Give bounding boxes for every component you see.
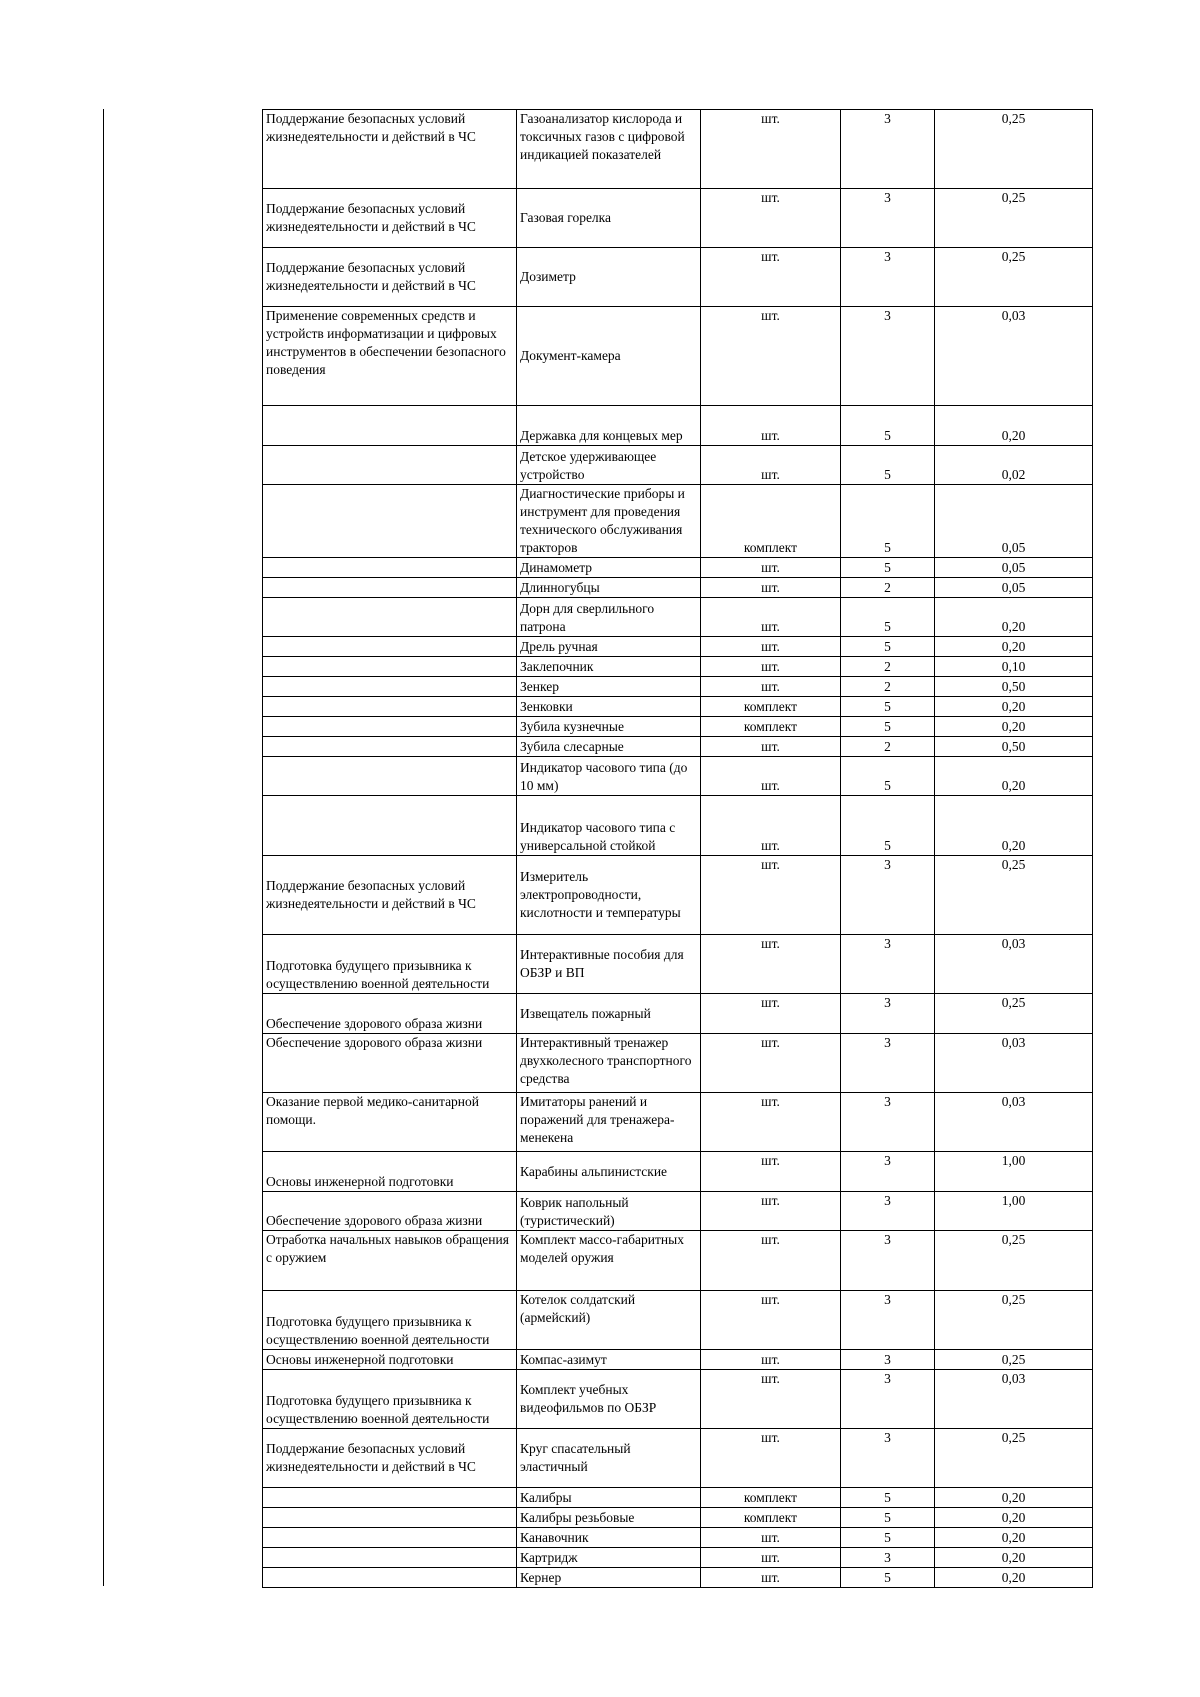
- margin-rule: [103, 109, 104, 1586]
- item-name-cell: Измеритель электропроводности, кислотности и температуры: [517, 856, 701, 935]
- unit-cell: шт.: [701, 1231, 841, 1291]
- coefficient-cell: 0,20: [935, 1488, 1093, 1508]
- quantity-cell: 5: [841, 697, 935, 717]
- unit-cell: шт.: [701, 657, 841, 677]
- quantity-cell: 5: [841, 558, 935, 578]
- section-cell: Поддержание безопасных условий жизнедеятельности и действий в ЧС: [263, 248, 517, 307]
- quantity-cell: 3: [841, 1429, 935, 1488]
- table-row: [263, 697, 1093, 717]
- section-cell: Поддержание безопасных условий жизнедеятельности и действий в ЧС: [263, 1429, 517, 1488]
- coefficient-cell: 1,00: [935, 1192, 1093, 1231]
- table-row: [263, 677, 1093, 697]
- quantity-cell: 3: [841, 1291, 935, 1350]
- coefficient-cell: 0,20: [935, 1508, 1093, 1528]
- quantity-cell: 3: [841, 1370, 935, 1429]
- quantity-cell: 5: [841, 796, 935, 856]
- quantity-cell: 5: [841, 1528, 935, 1548]
- quantity-cell: 2: [841, 677, 935, 697]
- coefficient-cell: 0,10: [935, 657, 1093, 677]
- table-row: [263, 1548, 1093, 1568]
- section-cell: [263, 1528, 517, 1548]
- quantity-cell: 5: [841, 598, 935, 637]
- table-row: [263, 485, 1093, 558]
- quantity-cell: 5: [841, 406, 935, 446]
- coefficient-cell: 0,25: [935, 1291, 1093, 1350]
- section-cell: [263, 796, 517, 856]
- unit-cell: шт.: [701, 757, 841, 796]
- unit-cell: шт.: [701, 994, 841, 1034]
- item-name-cell: Дорн для сверлильного патрона: [517, 598, 701, 637]
- item-name-cell: Калибры резьбовые: [517, 1508, 701, 1528]
- item-name-cell: Газовая горелка: [517, 189, 701, 248]
- item-name-cell: Извещатель пожарный: [517, 994, 701, 1034]
- table-row: [263, 796, 1093, 856]
- quantity-cell: 3: [841, 1350, 935, 1370]
- item-name-cell: Зубила слесарные: [517, 737, 701, 757]
- quantity-cell: 3: [841, 1034, 935, 1093]
- section-cell: [263, 677, 517, 697]
- item-name-cell: Детское удерживающее устройство: [517, 446, 701, 485]
- table-row: [263, 1192, 1093, 1231]
- section-cell: Обеспечение здорового образа жизни: [263, 1192, 517, 1231]
- section-cell: Отработка начальных навыков обращения с оружием: [263, 1231, 517, 1291]
- coefficient-cell: 0,05: [935, 558, 1093, 578]
- item-name-cell: Картридж: [517, 1548, 701, 1568]
- coefficient-cell: 0,05: [935, 578, 1093, 598]
- quantity-cell: 2: [841, 578, 935, 598]
- quantity-cell: 3: [841, 189, 935, 248]
- coefficient-cell: 0,20: [935, 697, 1093, 717]
- unit-cell: шт.: [701, 856, 841, 935]
- section-cell: [263, 637, 517, 657]
- table-row: [263, 994, 1093, 1034]
- item-name-cell: Зенкер: [517, 677, 701, 697]
- item-name-cell: Индикатор часового типа с универсальной стойкой: [517, 796, 701, 856]
- section-cell: Применение современных средств и устройств информатизации и цифровых инструментов в обеспечении безопасного поведения: [263, 307, 517, 406]
- unit-cell: шт.: [701, 598, 841, 637]
- item-name-cell: Дозиметр: [517, 248, 701, 307]
- coefficient-cell: 0,25: [935, 1350, 1093, 1370]
- coefficient-cell: 1,00: [935, 1152, 1093, 1192]
- table-row: [263, 307, 1093, 406]
- coefficient-cell: 0,20: [935, 1528, 1093, 1548]
- unit-cell: шт.: [701, 1192, 841, 1231]
- coefficient-cell: 0,05: [935, 485, 1093, 558]
- unit-cell: шт.: [701, 110, 841, 189]
- table-row: [263, 558, 1093, 578]
- unit-cell: комплект: [701, 1508, 841, 1528]
- quantity-cell: 5: [841, 446, 935, 485]
- unit-cell: шт.: [701, 1370, 841, 1429]
- coefficient-cell: 0,25: [935, 1231, 1093, 1291]
- coefficient-cell: 0,03: [935, 1093, 1093, 1152]
- equipment-table: [262, 109, 1093, 1588]
- table-row: [263, 856, 1093, 935]
- unit-cell: шт.: [701, 1093, 841, 1152]
- item-name-cell: Калибры: [517, 1488, 701, 1508]
- section-cell: [263, 717, 517, 737]
- unit-cell: шт.: [701, 737, 841, 757]
- item-name-cell: Заклепочник: [517, 657, 701, 677]
- item-name-cell: Интерактивный тренажер двухколесного транспортного средства: [517, 1034, 701, 1093]
- item-name-cell: Длинногубцы: [517, 578, 701, 598]
- section-cell: [263, 485, 517, 558]
- table-row: [263, 935, 1093, 994]
- table-row: [263, 717, 1093, 737]
- quantity-cell: 3: [841, 110, 935, 189]
- section-cell: Обеспечение здорового образа жизни: [263, 1034, 517, 1093]
- unit-cell: шт.: [701, 558, 841, 578]
- item-name-cell: Зубила кузнечные: [517, 717, 701, 737]
- quantity-cell: 5: [841, 717, 935, 737]
- coefficient-cell: 0,20: [935, 598, 1093, 637]
- section-cell: [263, 1508, 517, 1528]
- table-row: [263, 1488, 1093, 1508]
- section-cell: [263, 406, 517, 446]
- item-name-cell: Имитаторы ранений и поражений для тренажера-менекена: [517, 1093, 701, 1152]
- item-name-cell: Документ-камера: [517, 307, 701, 406]
- unit-cell: шт.: [701, 1034, 841, 1093]
- coefficient-cell: 0,25: [935, 1429, 1093, 1488]
- quantity-cell: 3: [841, 935, 935, 994]
- unit-cell: шт.: [701, 307, 841, 406]
- quantity-cell: 3: [841, 1152, 935, 1192]
- table-row: [263, 1508, 1093, 1528]
- unit-cell: шт.: [701, 1568, 841, 1588]
- unit-cell: шт.: [701, 935, 841, 994]
- section-cell: [263, 1548, 517, 1568]
- quantity-cell: 3: [841, 248, 935, 307]
- coefficient-cell: 0,02: [935, 446, 1093, 485]
- unit-cell: шт.: [701, 446, 841, 485]
- item-name-cell: Газоанализатор кислорода и токсичных газов с цифровой индикацией показателей: [517, 110, 701, 189]
- item-name-cell: Индикатор часового типа (до 10 мм): [517, 757, 701, 796]
- table-row: [263, 248, 1093, 307]
- unit-cell: шт.: [701, 677, 841, 697]
- item-name-cell: Интерактивные пособия для ОБЗР и ВП: [517, 935, 701, 994]
- table-row: [263, 637, 1093, 657]
- unit-cell: шт.: [701, 796, 841, 856]
- section-cell: [263, 1488, 517, 1508]
- table-row: [263, 1093, 1093, 1152]
- section-cell: Поддержание безопасных условий жизнедеятельности и действий в ЧС: [263, 110, 517, 189]
- section-cell: Поддержание безопасных условий жизнедеятельности и действий в ЧС: [263, 189, 517, 248]
- coefficient-cell: 0,25: [935, 248, 1093, 307]
- section-cell: [263, 657, 517, 677]
- table-row: [263, 1034, 1093, 1093]
- section-cell: Подготовка будущего призывника к осуществлению военной деятельности: [263, 935, 517, 994]
- unit-cell: шт.: [701, 1152, 841, 1192]
- coefficient-cell: 0,20: [935, 717, 1093, 737]
- section-cell: [263, 1568, 517, 1588]
- section-cell: [263, 446, 517, 485]
- section-cell: Основы инженерной подготовки: [263, 1350, 517, 1370]
- unit-cell: шт.: [701, 189, 841, 248]
- quantity-cell: 3: [841, 1548, 935, 1568]
- table-row: [263, 1350, 1093, 1370]
- coefficient-cell: 0,03: [935, 1370, 1093, 1429]
- section-cell: Поддержание безопасных условий жизнедеятельности и действий в ЧС: [263, 856, 517, 935]
- unit-cell: шт.: [701, 406, 841, 446]
- item-name-cell: Канавочник: [517, 1528, 701, 1548]
- section-cell: Подготовка будущего призывника к осуществлению военной деятельности: [263, 1291, 517, 1350]
- unit-cell: шт.: [701, 1528, 841, 1548]
- quantity-cell: 3: [841, 1231, 935, 1291]
- item-name-cell: Круг спасательный эластичный: [517, 1429, 701, 1488]
- quantity-cell: 5: [841, 1508, 935, 1528]
- unit-cell: шт.: [701, 1548, 841, 1568]
- coefficient-cell: 0,03: [935, 935, 1093, 994]
- section-cell: [263, 697, 517, 717]
- table-row: [263, 1231, 1093, 1291]
- item-name-cell: Державка для концевых мер: [517, 406, 701, 446]
- section-cell: [263, 757, 517, 796]
- coefficient-cell: 0,20: [935, 1548, 1093, 1568]
- item-name-cell: Динамометр: [517, 558, 701, 578]
- quantity-cell: 3: [841, 994, 935, 1034]
- coefficient-cell: 0,25: [935, 189, 1093, 248]
- item-name-cell: Карабины альпинистские: [517, 1152, 701, 1192]
- table-row: [263, 578, 1093, 598]
- unit-cell: шт.: [701, 1350, 841, 1370]
- table-row: [263, 110, 1093, 189]
- table-row: [263, 406, 1093, 446]
- coefficient-cell: 0,25: [935, 994, 1093, 1034]
- quantity-cell: 5: [841, 1488, 935, 1508]
- item-name-cell: Кернер: [517, 1568, 701, 1588]
- section-cell: Оказание первой медико-санитарной помощи.: [263, 1093, 517, 1152]
- coefficient-cell: 0,20: [935, 406, 1093, 446]
- table-row: [263, 1291, 1093, 1350]
- coefficient-cell: 0,25: [935, 856, 1093, 935]
- unit-cell: шт.: [701, 248, 841, 307]
- section-cell: [263, 598, 517, 637]
- table-row: [263, 446, 1093, 485]
- quantity-cell: 3: [841, 307, 935, 406]
- item-name-cell: Коврик напольный (туристический): [517, 1192, 701, 1231]
- coefficient-cell: 0,20: [935, 757, 1093, 796]
- table-row: [263, 189, 1093, 248]
- unit-cell: комплект: [701, 1488, 841, 1508]
- item-name-cell: Компас-азимут: [517, 1350, 701, 1370]
- unit-cell: шт.: [701, 1291, 841, 1350]
- unit-cell: шт.: [701, 578, 841, 598]
- quantity-cell: 5: [841, 637, 935, 657]
- coefficient-cell: 0,50: [935, 677, 1093, 697]
- unit-cell: комплект: [701, 717, 841, 737]
- section-cell: [263, 578, 517, 598]
- table-row: [263, 757, 1093, 796]
- coefficient-cell: 0,03: [935, 307, 1093, 406]
- section-cell: Подготовка будущего призывника к осуществлению военной деятельности: [263, 1370, 517, 1429]
- quantity-cell: 5: [841, 485, 935, 558]
- table-row: [263, 737, 1093, 757]
- item-name-cell: Комплект массо-габаритных моделей оружия: [517, 1231, 701, 1291]
- quantity-cell: 3: [841, 1093, 935, 1152]
- coefficient-cell: 0,03: [935, 1034, 1093, 1093]
- item-name-cell: Котелок солдатский (армейский): [517, 1291, 701, 1350]
- table-row: [263, 1528, 1093, 1548]
- coefficient-cell: 0,25: [935, 110, 1093, 189]
- table-row: [263, 1568, 1093, 1588]
- quantity-cell: 3: [841, 856, 935, 935]
- unit-cell: шт.: [701, 637, 841, 657]
- table-row: [263, 1429, 1093, 1488]
- coefficient-cell: 0,20: [935, 1568, 1093, 1588]
- quantity-cell: 5: [841, 757, 935, 796]
- item-name-cell: Диагностические приборы и инструмент для проведения технического обслуживания тракторов: [517, 485, 701, 558]
- quantity-cell: 3: [841, 1192, 935, 1231]
- quantity-cell: 5: [841, 1568, 935, 1588]
- section-cell: Основы инженерной подготовки: [263, 1152, 517, 1192]
- table-row: [263, 1152, 1093, 1192]
- quantity-cell: 2: [841, 657, 935, 677]
- item-name-cell: Зенковки: [517, 697, 701, 717]
- coefficient-cell: 0,50: [935, 737, 1093, 757]
- table-row: [263, 598, 1093, 637]
- unit-cell: комплект: [701, 697, 841, 717]
- coefficient-cell: 0,20: [935, 796, 1093, 856]
- section-cell: [263, 558, 517, 578]
- table-row: [263, 1370, 1093, 1429]
- unit-cell: комплект: [701, 485, 841, 558]
- coefficient-cell: 0,20: [935, 637, 1093, 657]
- item-name-cell: Дрель ручная: [517, 637, 701, 657]
- unit-cell: шт.: [701, 1429, 841, 1488]
- table-row: [263, 657, 1093, 677]
- section-cell: Обеспечение здорового образа жизни: [263, 994, 517, 1034]
- quantity-cell: 2: [841, 737, 935, 757]
- item-name-cell: Комплект учебных видеофильмов по ОБЗР: [517, 1370, 701, 1429]
- section-cell: [263, 737, 517, 757]
